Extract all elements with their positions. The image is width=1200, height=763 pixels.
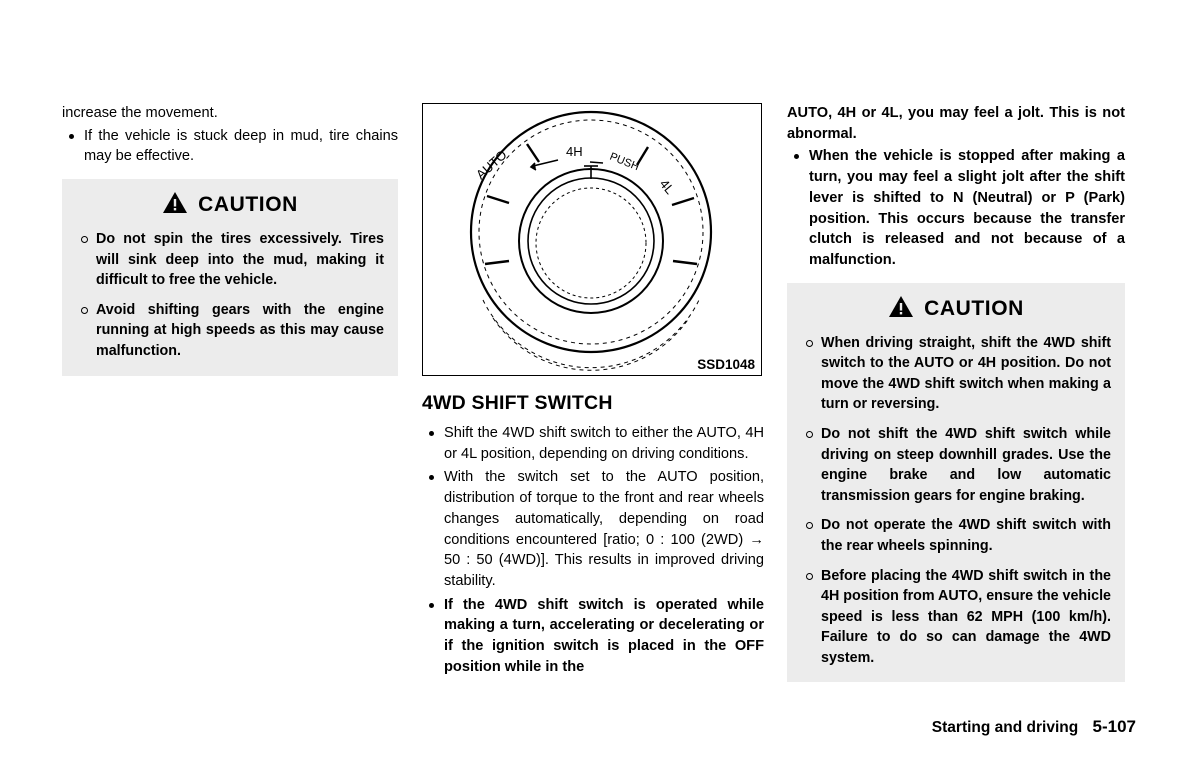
list-item: When driving straight, shift the 4WD shift switch to the AUTO or 4H position. Do not move the 4WD shift switch when making a turn or reversing.: [797, 333, 1111, 415]
left-continued-paragraph: increase the movement.: [62, 105, 218, 121]
caution-bullet-list-right: [787, 333, 1125, 669]
label-4l: 4L: [656, 176, 678, 198]
figure-4wd-shift-switch: [422, 103, 762, 376]
list-item: Do not spin the tires excessively. Tires will sink deep into the mud, making it difficult to free the vehicle.: [72, 229, 384, 291]
footer-page-number: 5-107: [1092, 717, 1136, 736]
page-footer: [932, 717, 1136, 737]
list-item: When the vehicle is stopped after making a turn, you may feel a slight jolt after the shift lever is shifted to N (Neutral) or P (Park) position. This occurs because the transfer clutch is released and not because of a malfunction.: [787, 146, 1125, 270]
right-continued-paragraph: AUTO, 4H or 4L, you may feel a jolt. This is not abnormal.: [787, 105, 1125, 142]
right-column: [787, 103, 1125, 682]
dial-illustration: [423, 104, 760, 374]
list-item: Shift the 4WD shift switch to either the AUTO, 4H or 4L position, depending on driving conditions.: [422, 423, 764, 464]
caution-title: CAUTION: [924, 296, 1024, 320]
page-title: 4WD SHIFT SWITCH: [422, 392, 613, 414]
warning-triangle-icon: [888, 295, 914, 323]
label-4h: 4H: [566, 144, 583, 159]
warning-triangle-icon: [162, 191, 188, 219]
caution-header: [787, 283, 1125, 333]
middle-column: [422, 103, 764, 681]
list-item: If the vehicle is stuck deep in mud, tire chains may be effective.: [62, 126, 398, 167]
list-item: With the switch set to the AUTO position, distribution of torque to the front and rear wheels changes automatically, depending on road conditions encountered [ratio; 0 : 100 (2WD) → 50 : 50 (4WD)]. This results in improved driving stability.: [422, 467, 764, 591]
label-push: PUSH: [607, 150, 641, 174]
list-item: Do not operate the 4WD shift switch with the rear wheels spinning.: [797, 515, 1111, 556]
caution-header: [62, 179, 398, 229]
list-item: Do not shift the 4WD shift switch while driving on steep downhill grades. Use the engine brake and low automatic transmission gears for engine braking.: [797, 424, 1111, 506]
caution-box-left: [62, 179, 398, 375]
caution-box-right: [787, 283, 1125, 683]
caution-bullet-list-left: [62, 229, 398, 361]
left-bullet-list: [62, 126, 398, 167]
left-column: [62, 103, 398, 376]
figure-id: SSD1048: [697, 357, 755, 372]
label-auto: AUTO: [472, 147, 510, 183]
right-bullet-list: [787, 146, 1125, 270]
list-item: Avoid shifting gears with the engine running at high speeds as this may cause malfunction.: [72, 300, 384, 362]
list-item: Before placing the 4WD shift switch in the 4H position from AUTO, ensure the vehicle speed is less than 62 MPH (100 km/h). Failure to do so can damage the 4WD system.: [797, 566, 1111, 669]
list-item: If the 4WD shift switch is operated while making a turn, accelerating or decelerating or if the ignition switch is placed in the OFF position while in the: [422, 595, 764, 678]
footer-section-label: Starting and driving: [931, 719, 1079, 736]
middle-bullet-list: [422, 423, 764, 678]
caution-title: CAUTION: [198, 193, 298, 217]
